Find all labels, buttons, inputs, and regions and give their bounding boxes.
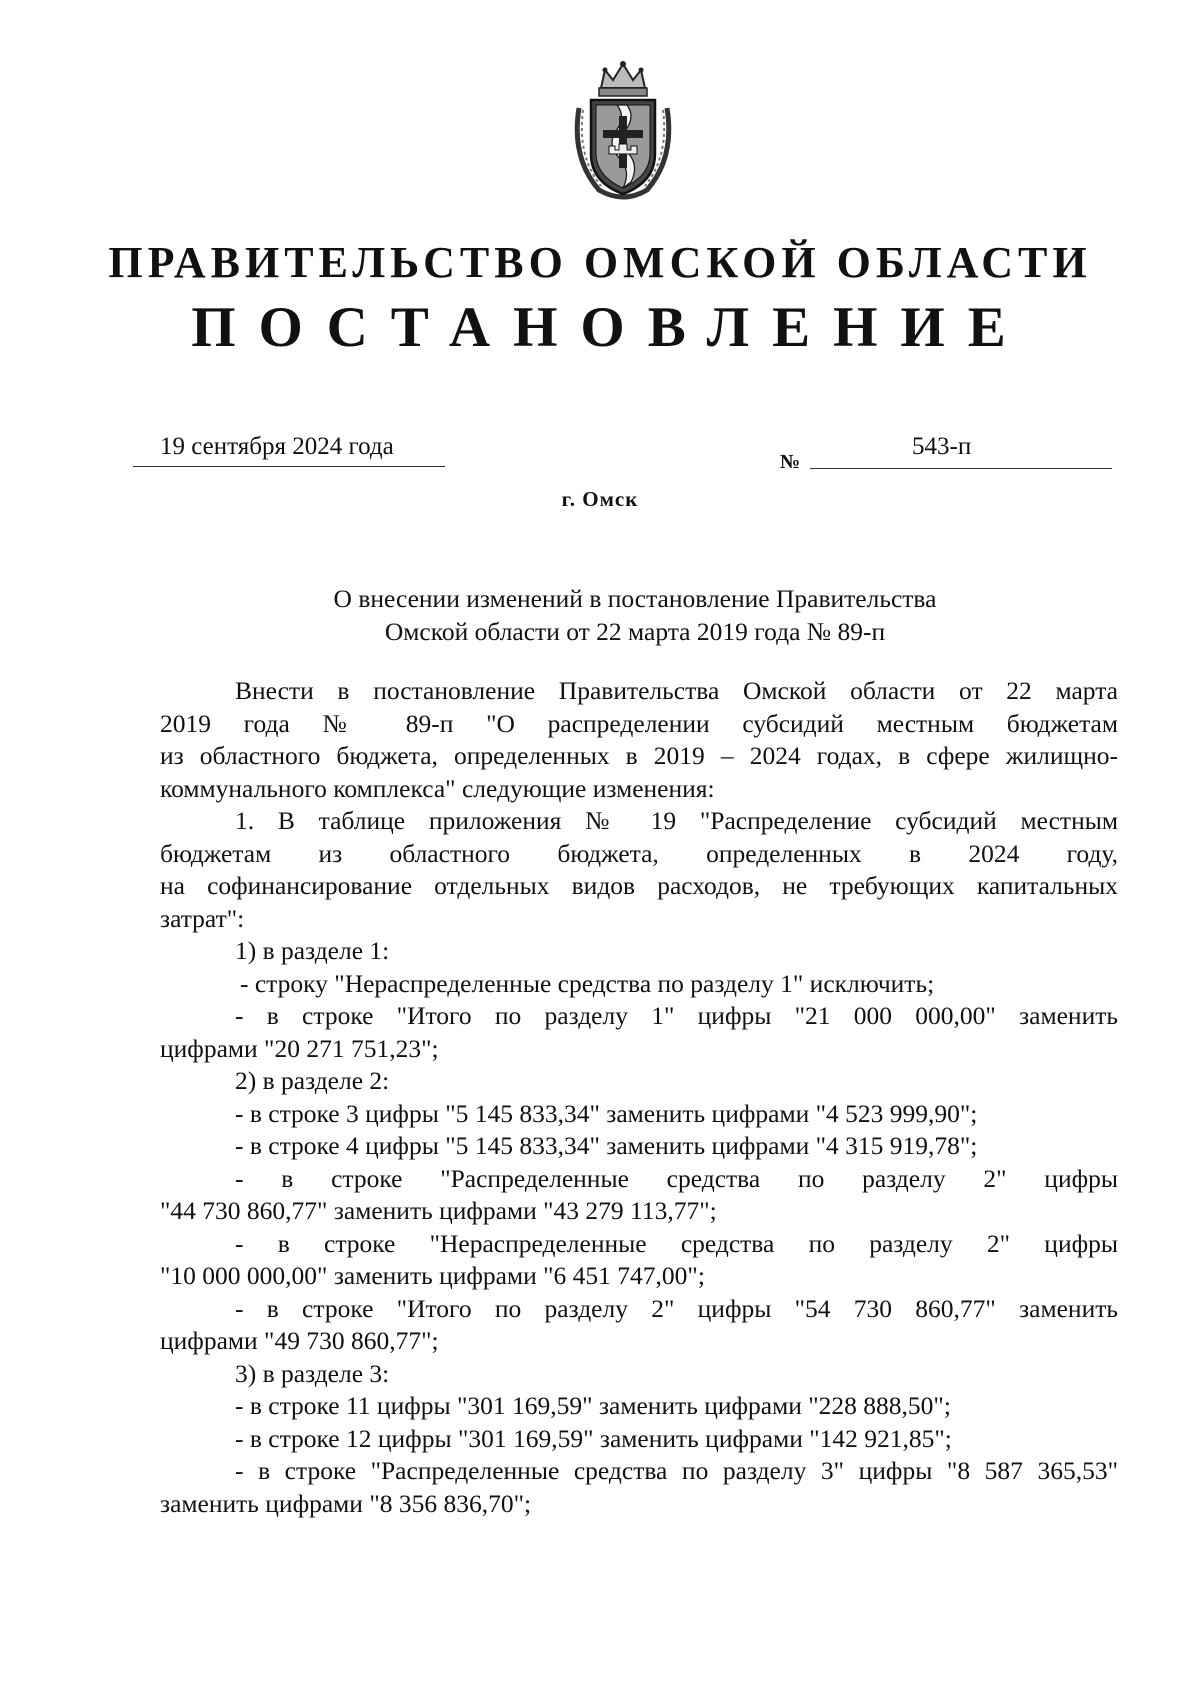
section2-item: - в строке 4 цифры "5 145 833,34" заменить цифрами "4 315 919,78";: [235, 1131, 978, 1160]
section2-item: - в строке 3 цифры "5 145 833,34" заменить цифрами "4 523 999,90";: [235, 1098, 978, 1128]
section3-item: - в строке "Распределенные средства по разделу 3" цифры "8 587 365,53": [235, 1456, 1118, 1485]
section2-item-cont: "10 000 000,00" заменить цифрами "6 451 747,00";: [160, 1261, 705, 1290]
document-type: ПОСТАНОВЛЕНИЕ: [191, 296, 1029, 359]
section2-item: - в строке "Итого по разделу 2" цифры "54 730 860,77" заменить: [235, 1293, 1118, 1323]
subject-line: О внесении изменений в постановление Правительства: [333, 584, 937, 613]
emblem: [569, 58, 677, 204]
point1-line: бюджетам из областного бюджета, определенных в 2024 году,: [160, 838, 1118, 868]
section1-item: - в строке "Итого по разделу 1" цифры "21 000 000,00" заменить: [235, 1001, 1118, 1030]
section1-item: - строку "Нераспределенные средства по разделу 1" исключить;: [240, 968, 935, 998]
document-number: 543-п: [912, 433, 972, 460]
document-date: 19 сентября 2024 года: [160, 433, 394, 460]
section3-item: - в строке 12 цифры "301 169,59" заменить цифрами "142 921,85";: [235, 1423, 952, 1453]
omsk-oblast-coat-of-arms-icon: [569, 58, 677, 204]
section1-heading: 1) в разделе 1:: [235, 936, 390, 965]
number-label: №: [780, 451, 801, 473]
document-subject: [160, 582, 1110, 648]
section3-item: - в строке 11 цифры "301 169,59" заменить цифрами "228 888,50";: [235, 1391, 951, 1420]
section1-item-cont: цифрами "20 271 751,23";: [160, 1033, 439, 1063]
point1-line: на софинансирование отдельных видов расходов, не требующих капитальных: [160, 871, 1118, 900]
government-title: ПРАВИТЕЛЬСТВО ОМСКОЙ ОБЛАСТИ: [108, 238, 1092, 287]
intro-line: 2019 года № 89-п "О распределении субсидий местным бюджетам: [160, 708, 1118, 738]
section2-item: - в строке "Распределенные средства по разделу 2" цифры: [235, 1163, 1118, 1193]
section2-item: - в строке "Нераспределенные средства по разделу 2" цифры: [235, 1228, 1118, 1258]
intro-line: Внести в постановление Правительства Омской области от 22 марта: [235, 676, 1118, 705]
section2-item-cont: "44 730 860,77" заменить цифрами "43 279 113,77";: [160, 1196, 717, 1225]
section2-heading: 2) в разделе 2:: [235, 1066, 390, 1095]
section3-heading: 3) в разделе 3:: [235, 1358, 390, 1388]
subject-line: Омской области от 22 марта 2019 года № 89-п: [384, 617, 886, 646]
number-underline: [810, 468, 1112, 469]
document-body: [160, 675, 1118, 1520]
section3-item-cont: заменить цифрами "8 356 836,70";: [160, 1488, 532, 1518]
intro-line: из областного бюджета, определенных в 2019 – 2024 годах, в сфере жилищно-: [160, 741, 1118, 770]
point1-line: затрат":: [160, 903, 245, 933]
section2-item-cont: цифрами "49 730 860,77";: [160, 1326, 439, 1355]
intro-line: коммунального комплекса" следующие изменения:: [160, 773, 715, 803]
point1-line: 1. В таблице приложения № 19 "Распределение субсидий местным: [235, 806, 1118, 835]
city: г. Омск: [561, 487, 639, 511]
date-underline: [133, 466, 445, 467]
